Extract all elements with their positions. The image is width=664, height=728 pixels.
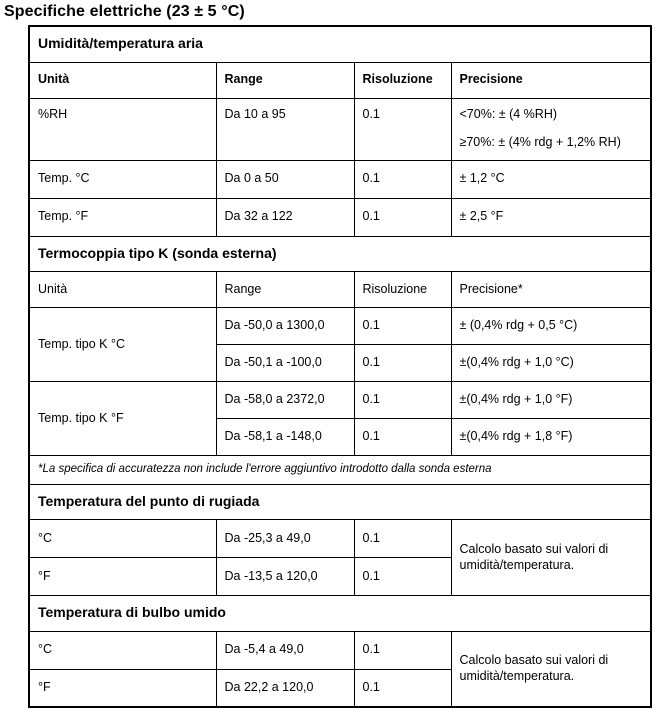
column-header-row — [29, 62, 651, 98]
section-row-humidity-air-temp — [29, 26, 651, 62]
cell-precision: ±(0,4% rdg + 1,0 °C) — [451, 345, 651, 382]
cell-unit-k-c: Temp. tipo K °C — [29, 308, 216, 382]
cell-unit: °C — [29, 631, 216, 669]
cell-resolution: 0.1 — [354, 669, 451, 707]
section-row-dew-point — [29, 484, 651, 520]
table-row-wetbulb-c — [29, 631, 651, 669]
column-header-range: Range — [216, 62, 354, 98]
cell-shared-precision: Calcolo basato sui valori di umidità/temperatura. — [451, 520, 651, 596]
precision-line-2: ≥70%: ± (4% rdg + 1,2% RH) — [459, 135, 621, 150]
cell-range: Da -58,1 a -148,0 — [216, 419, 354, 456]
cell-range: Da -50,1 a -100,0 — [216, 345, 354, 382]
cell-unit: °F — [29, 558, 216, 596]
cell-range: Da 10 a 95 — [216, 98, 354, 160]
cell-unit: %RH — [29, 98, 216, 160]
column-header-row — [29, 272, 651, 308]
cell-resolution: 0.1 — [354, 520, 451, 558]
cell-resolution: 0.1 — [354, 345, 451, 382]
table-row-rh — [29, 98, 651, 160]
cell-precision — [451, 98, 651, 160]
table-row-k-c-1 — [29, 308, 651, 345]
cell-unit: °F — [29, 669, 216, 707]
cell-range: Da 22,2 a 120,0 — [216, 669, 354, 707]
page-title: Specifiche elettriche (23 ± 5 °C) — [4, 3, 245, 20]
cell-unit: Temp. °F — [29, 198, 216, 236]
electrical-specs-table — [28, 25, 652, 708]
cell-resolution: 0.1 — [354, 308, 451, 345]
cell-resolution: 0.1 — [354, 631, 451, 669]
column-header-precision: Precisione* — [451, 272, 651, 308]
footnote-row — [29, 456, 651, 484]
cell-range: Da -58,0 a 2372,0 — [216, 382, 354, 419]
cell-resolution: 0.1 — [354, 98, 451, 160]
cell-unit-k-f: Temp. tipo K °F — [29, 382, 216, 456]
cell-unit: °C — [29, 520, 216, 558]
column-header-precision: Precisione — [451, 62, 651, 98]
cell-unit: Temp. °C — [29, 160, 216, 198]
section-row-thermocouple-k — [29, 236, 651, 272]
accuracy-footnote: *La specifica di accuratezza non include l'errore aggiuntivo introdotto dalla sonda esterna — [29, 456, 651, 484]
column-header-unit: Unità — [29, 272, 216, 308]
section-row-wet-bulb — [29, 596, 651, 632]
table-row-dewpoint-c — [29, 520, 651, 558]
section-title: Temperatura di bulbo umido — [29, 596, 651, 632]
column-header-resolution: Risoluzione — [354, 272, 451, 308]
cell-resolution: 0.1 — [354, 198, 451, 236]
cell-resolution: 0.1 — [354, 160, 451, 198]
cell-precision: ± (0,4% rdg + 0,5 °C) — [451, 308, 651, 345]
table-row-temp-f — [29, 198, 651, 236]
cell-precision: ± 2,5 °F — [451, 198, 651, 236]
table-row-temp-c — [29, 160, 651, 198]
cell-range: Da -13,5 a 120,0 — [216, 558, 354, 596]
cell-range: Da -5,4 a 49,0 — [216, 631, 354, 669]
cell-resolution: 0.1 — [354, 382, 451, 419]
cell-range: Da -25,3 a 49,0 — [216, 520, 354, 558]
cell-precision: ± 1,2 °C — [451, 160, 651, 198]
precision-line-1: <70%: ± (4 %RH) — [459, 106, 558, 121]
cell-shared-precision: Calcolo basato sui valori di umidità/temperatura. — [451, 631, 651, 707]
column-header-resolution: Risoluzione — [354, 62, 451, 98]
section-title: Termocoppia tipo K (sonda esterna) — [29, 236, 651, 272]
cell-range: Da 0 a 50 — [216, 160, 354, 198]
column-header-range: Range — [216, 272, 354, 308]
section-title: Umidità/temperatura aria — [29, 26, 651, 62]
cell-range: Da -50,0 a 1300,0 — [216, 308, 354, 345]
table-row-k-f-1 — [29, 382, 651, 419]
cell-precision: ±(0,4% rdg + 1,0 °F) — [451, 382, 651, 419]
cell-range: Da 32 a 122 — [216, 198, 354, 236]
cell-precision: ±(0,4% rdg + 1,8 °F) — [451, 419, 651, 456]
section-title: Temperatura del punto di rugiada — [29, 484, 651, 520]
column-header-unit: Unità — [29, 62, 216, 98]
cell-resolution: 0.1 — [354, 558, 451, 596]
cell-resolution: 0.1 — [354, 419, 451, 456]
